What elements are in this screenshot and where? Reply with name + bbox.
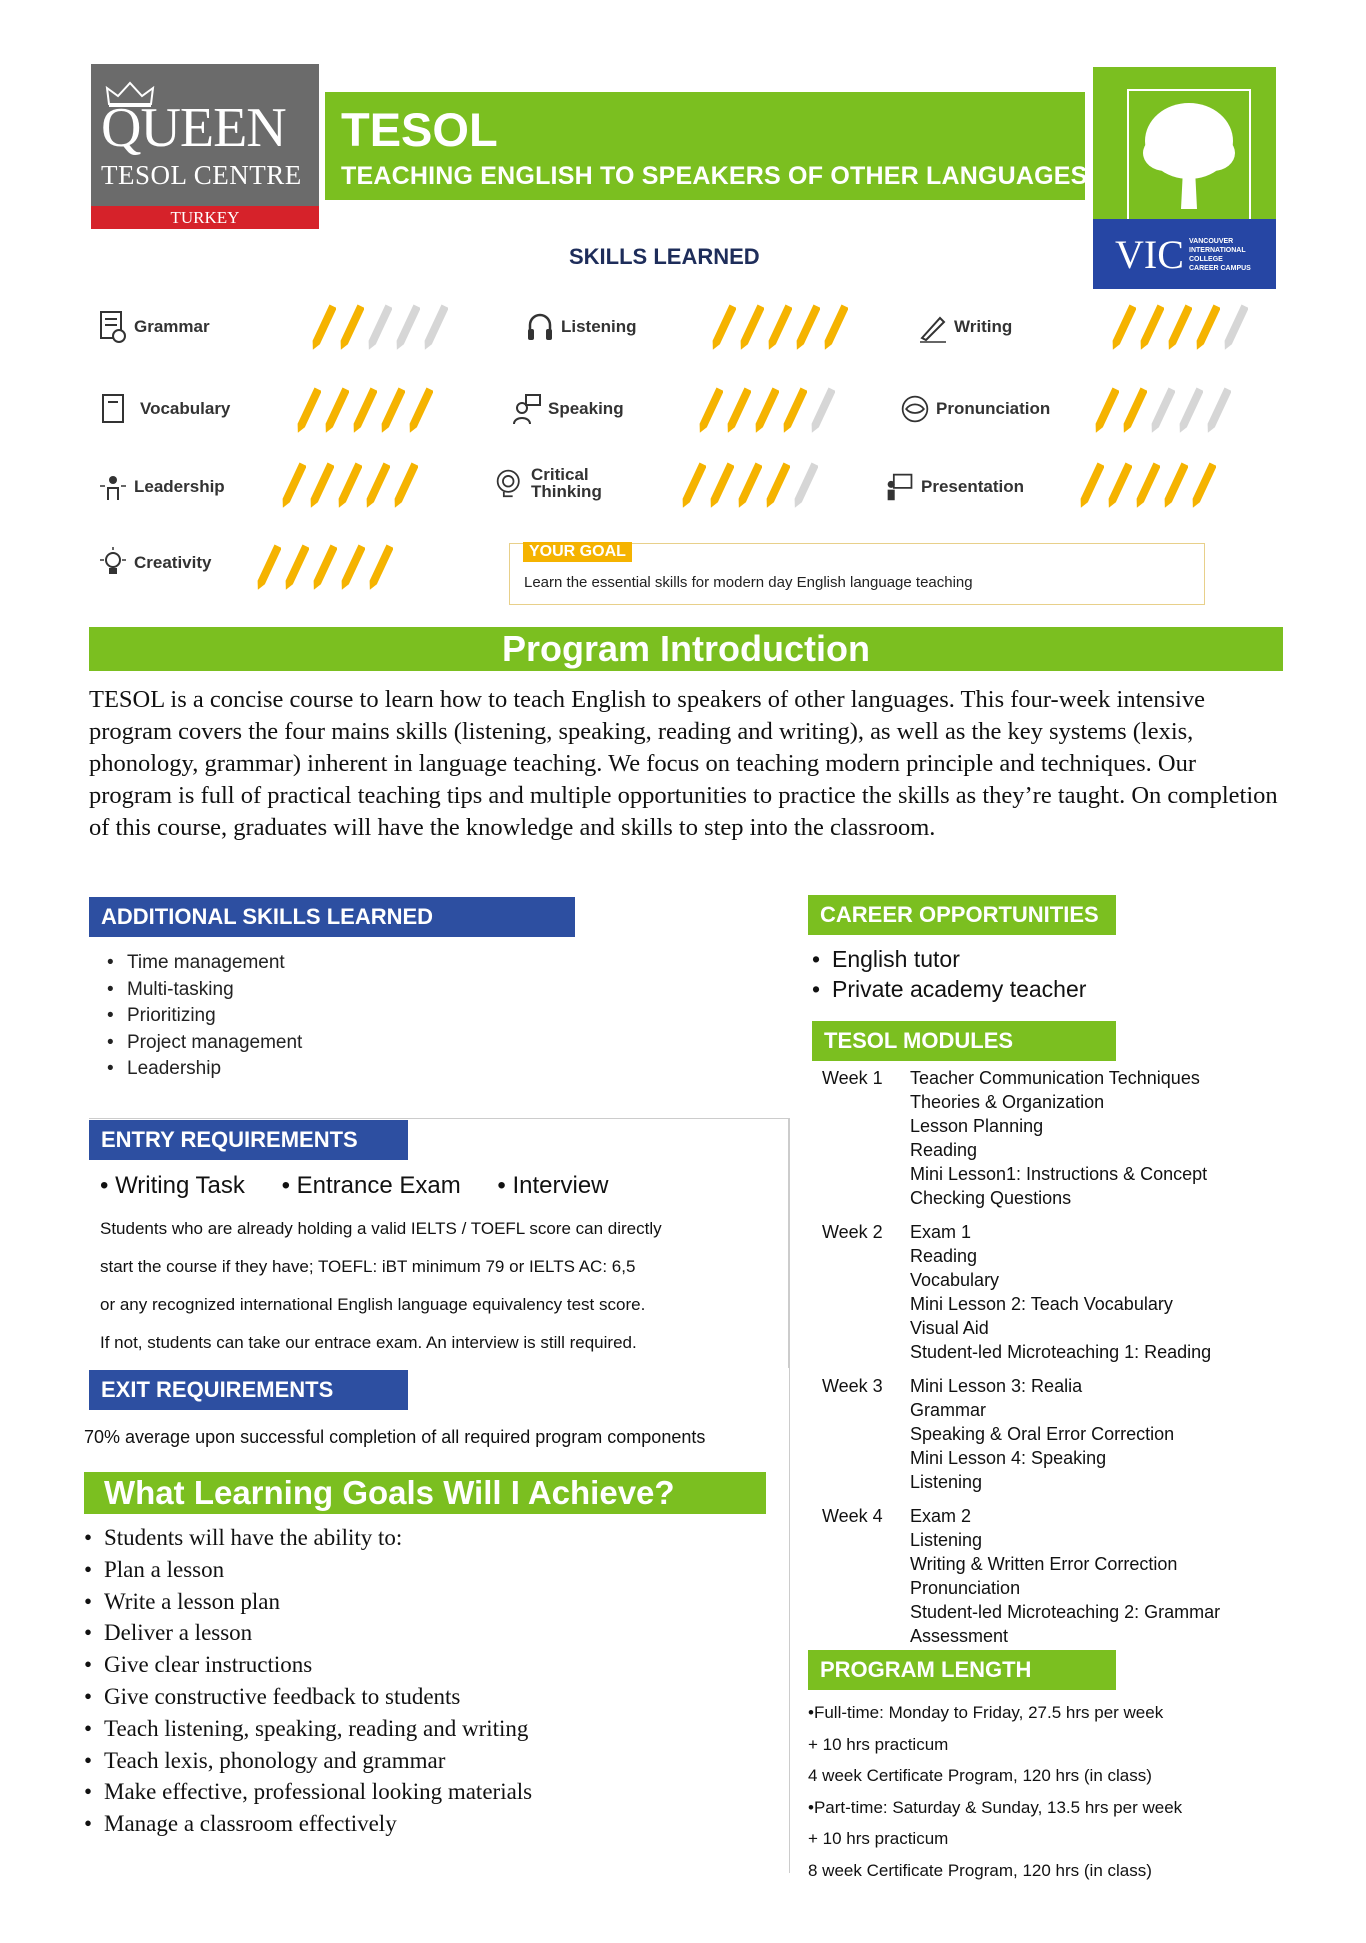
lips-icon [900, 392, 930, 426]
module-item: Student-led Microteaching 2: Grammar [910, 1602, 1221, 1622]
pencil-empty-icon [422, 300, 448, 356]
module-week-2 [822, 1220, 1282, 1364]
module-item: Student-led Microteaching 1: Reading [910, 1342, 1212, 1362]
pencil-filled-icon [1093, 383, 1119, 439]
pencil-empty-icon [1222, 300, 1248, 356]
pencil-filled-icon [1162, 458, 1188, 514]
list-item: • Multi-tasking [107, 977, 302, 1004]
additional-skills-heading: ADDITIONAL SKILLS LEARNED [89, 897, 575, 937]
program-length-text [808, 1697, 1182, 1886]
pencil-filled-icon [1194, 300, 1220, 356]
module-item: Checking Questions [910, 1188, 1072, 1208]
length-line: •Full-time: Monday to Friday, 27.5 hrs per week [808, 1703, 1164, 1722]
module-item: Theories & Organization [910, 1092, 1105, 1112]
skill-label: Creativity [134, 553, 212, 572]
vic-banner [1093, 219, 1276, 289]
list-item: • Give constructive feedback to students [84, 1681, 532, 1713]
length-line: •Part-time: Saturday & Sunday, 13.5 hrs per week [808, 1797, 1183, 1817]
skill-label: Speaking [548, 399, 624, 418]
pencil-filled-icon [323, 383, 349, 439]
entry-text [100, 1210, 790, 1362]
rating-presentation [1078, 458, 1216, 514]
rating-pronunciation [1093, 383, 1231, 439]
week-label: Week 3 [822, 1376, 883, 1396]
pencil-filled-icon [311, 540, 337, 596]
vic-logo [1093, 67, 1276, 289]
pencil-empty-icon [792, 458, 818, 514]
module-item: Mini Lesson 4: Speaking [910, 1448, 1107, 1468]
pencil-filled-icon [283, 540, 309, 596]
rating-writing [1110, 300, 1248, 356]
module-item: Speaking & Oral Error Correction [910, 1424, 1175, 1444]
list-item: • Plan a lesson [84, 1554, 532, 1586]
pencil-filled-icon [1121, 383, 1147, 439]
module-item: Mini Lesson1: Instructions & Concept [910, 1164, 1208, 1184]
entry-items [100, 1172, 639, 1200]
module-item: Reading [910, 1140, 978, 1160]
rating-critical-thinking [680, 458, 818, 514]
entry-item: • Interview [497, 1172, 609, 1199]
leadership-icon [98, 470, 128, 504]
module-item: Exam 1 [910, 1222, 972, 1242]
pencil-filled-icon [351, 383, 377, 439]
skill-creativity [98, 546, 211, 580]
pencil-filled-icon [295, 383, 321, 439]
skill-label: Listening [561, 317, 637, 336]
pencil-filled-icon [738, 300, 764, 356]
list-item: • English tutor [812, 944, 1086, 974]
module-item: Grammar [910, 1400, 986, 1420]
list-item: • Private academy teacher [812, 974, 1086, 1004]
pencil-filled-icon [339, 540, 365, 596]
module-item: Pronunciation [910, 1578, 1021, 1598]
skill-label: Writing [954, 317, 1013, 336]
pencil-filled-icon [364, 458, 390, 514]
queen-tesol-logo [91, 64, 319, 229]
pencil-filled-icon [697, 383, 723, 439]
logo-country: TURKEY [91, 206, 319, 229]
tree-icon [1129, 91, 1249, 221]
rating-vocabulary [295, 383, 433, 439]
goal-box [509, 543, 1205, 605]
skill-vocabulary [98, 392, 230, 426]
additional-skills-list [107, 950, 302, 1083]
rating-creativity [255, 540, 393, 596]
pencil-filled-icon [1166, 300, 1192, 356]
skill-grammar [98, 310, 210, 344]
pencil-filled-icon [1078, 458, 1104, 514]
entry-item: • Writing Task [100, 1172, 245, 1199]
pencil-filled-icon [708, 458, 734, 514]
title-banner [325, 92, 1088, 200]
pencil-filled-icon [736, 458, 762, 514]
skill-label: Pronunciation [936, 399, 1051, 418]
goal-text: Learn the essential skills for modern day English language teaching [524, 574, 973, 591]
page-subtitle: TEACHING ENGLISH TO SPEAKERS OF OTHER LANGUAGES [341, 162, 1088, 190]
entry-line: or any recognized international English language equivalency test score. [100, 1295, 646, 1314]
pencil-filled-icon [822, 300, 848, 356]
logo-queen-text: QUEEN [101, 97, 286, 159]
length-line: 4 week Certificate Program, 120 hrs (in class) [808, 1766, 1152, 1785]
exit-requirements-heading: EXIT REQUIREMENTS [89, 1370, 408, 1410]
module-week-1 [822, 1066, 1282, 1210]
column-divider [789, 1118, 790, 1873]
program-length-heading: PROGRAM LENGTH [808, 1650, 1116, 1690]
module-item: Mini Lesson 2: Teach Vocabulary [910, 1294, 1173, 1314]
rating-speaking [697, 383, 835, 439]
pencil-filled-icon [753, 383, 779, 439]
module-item: Vocabulary [910, 1270, 1000, 1290]
pencil-filled-icon [1190, 458, 1216, 514]
pencil-filled-icon [280, 458, 306, 514]
module-week-4 [822, 1504, 1282, 1648]
list-item: • Teach listening, speaking, reading and writing [84, 1713, 532, 1745]
intro-title: Program Introduction [89, 627, 1283, 671]
length-line: + 10 hrs practicum [808, 1734, 949, 1754]
pencil-filled-icon [710, 300, 736, 356]
brain-icon [495, 466, 525, 500]
list-item: • Manage a classroom effectively [84, 1808, 532, 1840]
entry-line: If not, students can take our entrace exam. An interview is still required. [100, 1333, 637, 1352]
module-week-3 [822, 1374, 1282, 1494]
entry-item: • Entrance Exam [281, 1172, 461, 1199]
module-item: Listening [910, 1472, 983, 1492]
modules-list [822, 1066, 1282, 1658]
week-label: Week 2 [822, 1222, 883, 1242]
logo-tesol-centre-text: TESOL CENTRE [101, 160, 302, 190]
module-item: Reading [910, 1246, 978, 1266]
pencil-empty-icon [366, 300, 392, 356]
career-list [812, 944, 1086, 1004]
modules-heading: TESOL MODULES [812, 1021, 1116, 1061]
pencil-empty-icon [1205, 383, 1231, 439]
pencil-filled-icon [407, 383, 433, 439]
lightbulb-icon [98, 546, 128, 580]
speaking-icon [512, 392, 542, 426]
skill-label: Leadership [134, 477, 225, 496]
grammar-icon [98, 310, 128, 344]
page-title: TESOL [341, 103, 498, 156]
skill-label: Vocabulary [140, 399, 231, 418]
skill-critical-thinking [495, 466, 611, 500]
goals-list [84, 1522, 532, 1840]
rating-grammar [310, 300, 448, 356]
skill-speaking [512, 392, 624, 426]
pencil-filled-icon [680, 458, 706, 514]
week-label: Week 1 [822, 1068, 883, 1088]
rating-leadership [280, 458, 418, 514]
list-item: • Write a lesson plan [84, 1586, 532, 1618]
skill-leadership [98, 470, 225, 504]
intro-text: TESOL is a concise course to learn how to teach English to speakers of other languages. This four-week intensive program covers the four mains skills (listening, speaking, reading and writing), as well as the key systems (lexis, phonology, grammar) inherent in language teaching. We focus on teaching modern principle and techniques. Our program is full of practical teaching tips and multiple opportunities to practice the skills as they’re taught. On completion of this course, graduates will have the knowledge and skills to step into the classroom. [89, 686, 1278, 841]
length-line: + 10 hrs practicum [808, 1829, 949, 1848]
career-heading: CAREER OPPORTUNITIES [808, 895, 1116, 935]
module-item: Writing & Written Error Correction [910, 1554, 1178, 1574]
module-item: Visual Aid [910, 1318, 989, 1338]
module-item: Mini Lesson 3: Realia [910, 1376, 1083, 1396]
pencil-filled-icon [367, 540, 393, 596]
pencil-empty-icon [394, 300, 420, 356]
headphones-icon [525, 310, 555, 344]
pencil-filled-icon [338, 300, 364, 356]
pencil-filled-icon [725, 383, 751, 439]
list-item: • Students will have the ability to: [84, 1522, 532, 1554]
skill-label: Presentation [921, 477, 1024, 496]
rating-listening [710, 300, 848, 356]
pencil-empty-icon [809, 383, 835, 439]
pencil-empty-icon [1177, 383, 1203, 439]
length-line: 8 week Certificate Program, 120 hrs (in class) [808, 1860, 1152, 1880]
pencil-filled-icon [310, 300, 336, 356]
pencil-filled-icon [308, 458, 334, 514]
pencil-filled-icon [336, 458, 362, 514]
skill-label: Critical Thinking [531, 465, 602, 501]
exit-text: 70% average upon successful completion of all required program components [84, 1427, 706, 1447]
list-item: • Give clear instructions [84, 1649, 532, 1681]
vic-small-text: VANCOUVER INTERNATIONAL COLLEGE CAREER CAMPUS [1189, 238, 1251, 272]
tree-frame [1127, 89, 1251, 223]
pencil-filled-icon [766, 300, 792, 356]
list-item: • Leadership [107, 1056, 302, 1083]
pencil-filled-icon [794, 300, 820, 356]
list-item: • Time management [107, 950, 302, 977]
pencil-filled-icon [392, 458, 418, 514]
pencil-filled-icon [781, 383, 807, 439]
entry-requirements-heading: ENTRY REQUIREMENTS [89, 1120, 408, 1160]
entry-line: Students who are already holding a valid IELTS / TOEFL score can directly [100, 1219, 662, 1238]
list-item: • Make effective, professional looking materials [84, 1776, 532, 1808]
presentation-icon [885, 470, 915, 504]
pencil-filled-icon [379, 383, 405, 439]
module-item: Assessment [910, 1626, 1009, 1646]
pencil-filled-icon [1134, 458, 1160, 514]
module-item: Teacher Communication Techniques [910, 1068, 1200, 1088]
week-label: Week 4 [822, 1506, 883, 1526]
skill-label: Grammar [134, 317, 210, 336]
skills-title: SKILLS LEARNED [569, 244, 760, 269]
vic-text: VIC [1115, 232, 1184, 277]
list-item: • Teach lexis, phonology and grammar [84, 1745, 532, 1777]
pencil-filled-icon [764, 458, 790, 514]
module-item: Listening [910, 1530, 983, 1550]
pencil-filled-icon [1138, 300, 1164, 356]
list-item: • Prioritizing [107, 1003, 302, 1030]
pencil-filled-icon [1106, 458, 1132, 514]
skill-pronunciation [900, 392, 1050, 426]
goal-label: YOUR GOAL [523, 542, 632, 562]
book-icon [98, 392, 128, 426]
skill-writing [918, 310, 1012, 344]
list-item: • Project management [107, 1030, 302, 1057]
pencil-filled-icon [1110, 300, 1136, 356]
module-item: Lesson Planning [910, 1116, 1044, 1136]
list-item: • Deliver a lesson [84, 1617, 532, 1649]
module-item: Exam 2 [910, 1506, 972, 1526]
pencil-empty-icon [1149, 383, 1175, 439]
skill-listening [525, 310, 637, 344]
writing-icon [918, 310, 948, 344]
goals-heading: What Learning Goals Will I Achieve? [84, 1472, 766, 1514]
entry-line: start the course if they have; TOEFL: iBT minimum 79 or IELTS AC: 6,5 [100, 1257, 636, 1276]
skill-presentation [885, 470, 1024, 504]
pencil-filled-icon [255, 540, 281, 596]
